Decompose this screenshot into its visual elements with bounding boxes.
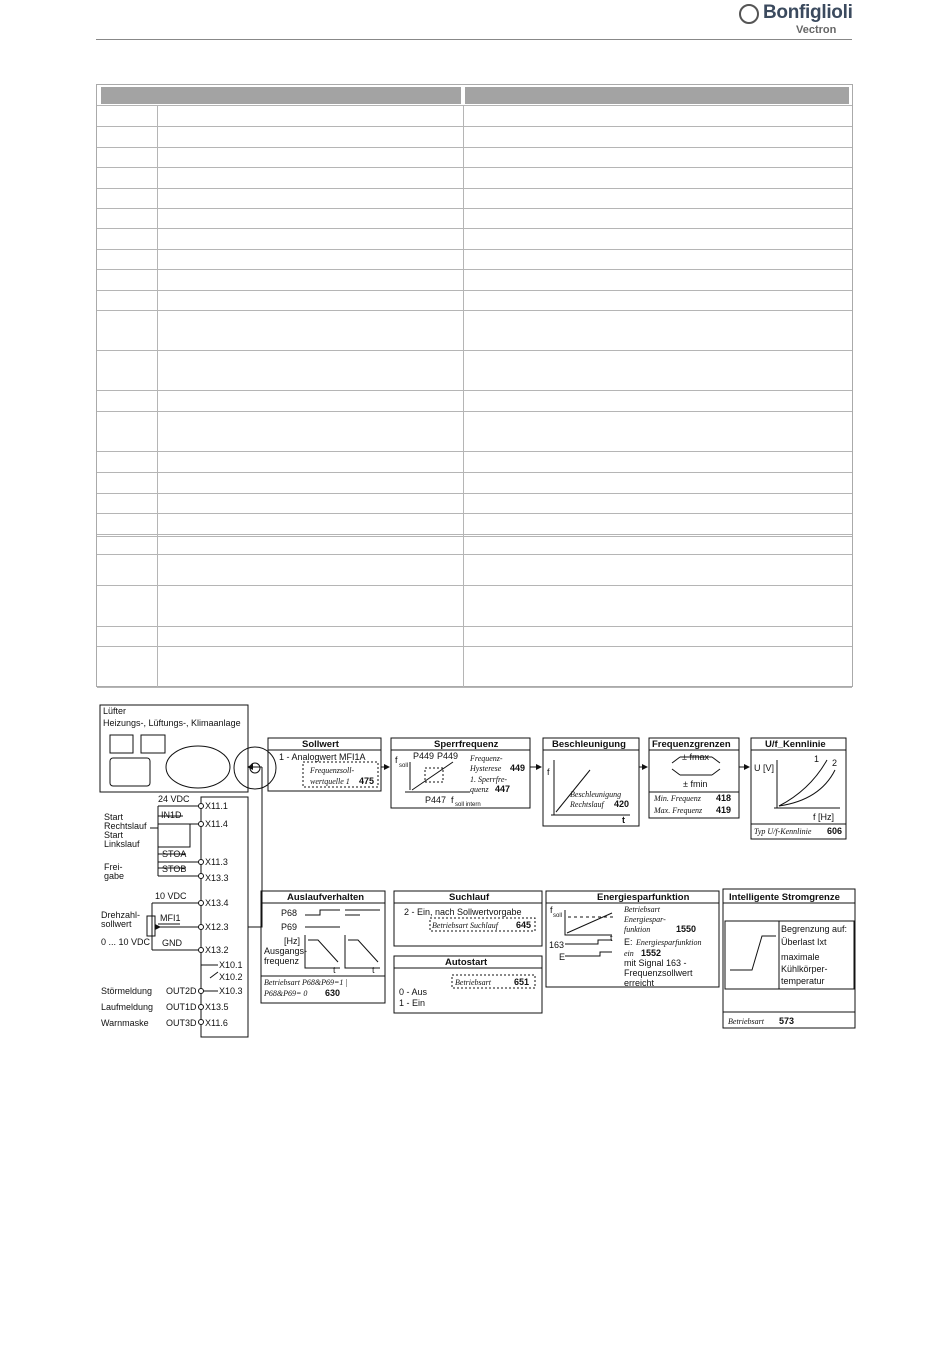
- label-gnd: GND: [162, 938, 182, 948]
- terminal-x11-1: X11.1: [205, 801, 228, 811]
- label-start-l1: Start: [104, 830, 124, 840]
- strom-b2: Überlast Ixt: [781, 937, 827, 947]
- auslauf-p68: P68: [281, 908, 298, 918]
- strom-b1: Begrenzung auf:: [781, 924, 848, 934]
- auslauf-t2: t: [372, 965, 375, 975]
- beschl-l1: Beschleunigung: [570, 790, 622, 799]
- strom-b3: maximale: [781, 952, 820, 962]
- such-title: Suchlauf: [449, 892, 490, 903]
- label-frei2: gabe: [104, 871, 125, 881]
- label-laufmeldung: Laufmeldung: [101, 1002, 154, 1012]
- energie-fsoll-sub: soll: [553, 913, 563, 919]
- fgrenz-fmax: ± fmax: [682, 752, 709, 762]
- sperr-p447: P447: [425, 795, 447, 805]
- sollwert-title: Sollwert: [302, 739, 339, 750]
- sperr-fs2-sub: soll intern: [455, 802, 481, 808]
- label-stoermeldung: Störmeldung: [101, 986, 153, 996]
- label-out2d: OUT2D: [166, 986, 197, 996]
- uf-title: U/f_Kennlinie: [765, 739, 826, 750]
- auslauf-ausg1: Ausgangs-: [264, 946, 308, 956]
- sperr-title: Sperrfrequenz: [434, 739, 499, 750]
- auto-aus: 0 - Aus: [399, 987, 428, 997]
- label-10vdc: 10 VDC: [155, 891, 187, 901]
- energie-fsoll: f: [550, 905, 553, 915]
- sperr-hyst1: Frequenz-: [470, 754, 503, 763]
- sperr-fs2: f: [451, 795, 454, 805]
- label-start-r1: Start: [104, 812, 124, 822]
- terminal-x13-5: X13.5: [205, 1002, 229, 1012]
- energie-b3: funktion: [624, 925, 651, 934]
- uf-curve2: 2: [832, 758, 838, 768]
- auto-num: 651: [514, 977, 530, 987]
- energie-t: t: [610, 933, 613, 943]
- fgrenz-title: Frequenzgrenzen: [652, 739, 731, 750]
- label-start-r2: Rechtslauf: [104, 821, 147, 831]
- energie-e-num: 1552: [641, 948, 662, 958]
- auslauf-betr2: P68&P69= 0: [264, 989, 308, 998]
- label-stob: STOB: [162, 864, 187, 874]
- energie-e2: ein: [624, 949, 634, 958]
- label-in1d: IN1D: [161, 810, 182, 820]
- terminal-x13-4: X13.4: [205, 898, 229, 908]
- app-title: Lüfter: [103, 706, 127, 716]
- such-num: 645: [516, 920, 532, 930]
- energie-e-lbl: E:: [624, 937, 633, 947]
- beschl-f: f: [547, 767, 550, 777]
- fgrenz-min-num: 418: [716, 793, 732, 803]
- auslauf-t1: t: [333, 965, 336, 975]
- label-24vdc: 24 VDC: [158, 794, 190, 804]
- terminal-x13-3: X13.3: [205, 873, 229, 883]
- terminal-x12-3: X12.3: [205, 922, 229, 932]
- uf-typ: Typ U/f-Kennlinie: [754, 827, 812, 836]
- energie-b-num: 1550: [676, 924, 697, 934]
- energie-title: Energiesparfunktion: [597, 892, 690, 903]
- fgrenz-min-label: Min. Frequenz: [654, 794, 701, 803]
- strom-b4: Kühlkörper-: [781, 964, 828, 974]
- sollwert-line1: 1 - Analogwert MFI1A: [279, 752, 366, 762]
- auto-ein: 1 - Ein: [399, 998, 426, 1008]
- sollwert-src2: wertquelle 1: [310, 777, 350, 786]
- such-line1: 2 - Ein, nach Sollwertvorgabe: [404, 907, 522, 917]
- terminal-x11-6: X11.6: [205, 1018, 228, 1028]
- auslauf-ausg2: frequenz: [264, 956, 300, 966]
- label-out1d: OUT1D: [166, 1002, 197, 1012]
- sperr-sp-num: 447: [495, 784, 511, 794]
- auslauf-hz: [Hz]: [284, 936, 301, 946]
- beschl-title: Beschleunigung: [552, 739, 626, 750]
- auslauf-title: Auslaufverhalten: [287, 892, 365, 903]
- terminal-x10-2: X10.2: [219, 972, 243, 982]
- fgrenz-fmin: ± fmin: [683, 779, 708, 789]
- terminal-strip: [201, 797, 248, 1037]
- sollwert-num: 475: [359, 776, 375, 786]
- strom-num: 573: [779, 1016, 795, 1026]
- label-out3d: OUT3D: [166, 1018, 197, 1028]
- terminal-x10-3: X10.3: [219, 986, 243, 996]
- energie-b1: Betriebsart: [624, 905, 660, 914]
- fgrenz-max-num: 419: [716, 805, 732, 815]
- sperr-fs-sub: soll: [399, 763, 409, 769]
- label-drehz2: sollwert: [101, 919, 132, 929]
- strom-b5: temperatur: [781, 976, 825, 986]
- brand-subtitle: Vectron: [796, 24, 837, 36]
- sperr-hyst2: Hysterese: [470, 764, 502, 773]
- sperr-sp1: 1. Sperrfre-: [470, 775, 508, 784]
- label-mfi1: MFI1: [160, 913, 181, 923]
- auto-betr: Betriebsart: [455, 978, 491, 987]
- beschleunigung-box: [543, 738, 639, 826]
- auslauf-num: 630: [325, 988, 341, 998]
- beschl-t: t: [622, 815, 625, 825]
- uf-uv: U [V]: [754, 763, 775, 773]
- sperr-sp2: quenz: [470, 785, 489, 794]
- label-warnmaske: Warnmaske: [101, 1018, 149, 1028]
- label-start-l2: Linkslauf: [104, 839, 140, 849]
- energie-m1: mit Signal 163 -: [624, 958, 687, 968]
- label-stoa: STOA: [162, 849, 187, 859]
- such-betr: Betriebsart Suchlauf: [432, 921, 498, 930]
- sperr-hyst-num: 449: [510, 763, 526, 773]
- uf-num: 606: [827, 826, 843, 836]
- terminal-x10-1: X10.1: [219, 960, 243, 970]
- energie-e: E: [559, 952, 566, 962]
- sperr-p449a: P449: [413, 751, 435, 761]
- strom-betr: Betriebsart: [728, 1017, 764, 1026]
- terminal-x11-4: X11.4: [205, 819, 228, 829]
- brand-name: Bonfiglioli: [763, 2, 853, 23]
- auto-title: Autostart: [445, 957, 488, 968]
- energie-163: 163: [549, 940, 565, 950]
- terminal-x13-2: X13.2: [205, 945, 229, 955]
- energie-m2: Frequenzsollwert: [624, 968, 693, 978]
- sollwert-src1: Frequenzsoll-: [310, 766, 355, 775]
- auslauf-betr1: Betriebsart P68&P69=1 |: [264, 978, 348, 987]
- beschl-l2: Rechtslauf: [570, 800, 604, 809]
- strom-title: Intelligente Stromgrenze: [729, 892, 840, 903]
- uf-fhz: f [Hz]: [813, 812, 835, 822]
- label-frei1: Frei-: [104, 862, 123, 872]
- energie-b2: Energiespar-: [624, 915, 666, 924]
- energie-e1: Energiesparfunktion: [636, 938, 702, 947]
- sperr-p449b: P449: [437, 751, 459, 761]
- label-range: 0 ... 10 VDC: [101, 937, 151, 947]
- beschl-num: 420: [614, 799, 630, 809]
- label-drehz1: Drehzahl-: [101, 910, 141, 920]
- sperr-fs: f: [395, 755, 398, 765]
- app-subtitle: Heizungs-, Lüftungs-, Klimaanlage: [103, 718, 241, 728]
- uf-curve1: 1: [814, 754, 820, 764]
- auslauf-p69: P69: [281, 922, 298, 932]
- terminal-x11-3: X11.3: [205, 857, 228, 867]
- energie-m3: erreicht: [624, 978, 655, 988]
- fgrenz-max-label: Max. Frequenz: [654, 806, 703, 815]
